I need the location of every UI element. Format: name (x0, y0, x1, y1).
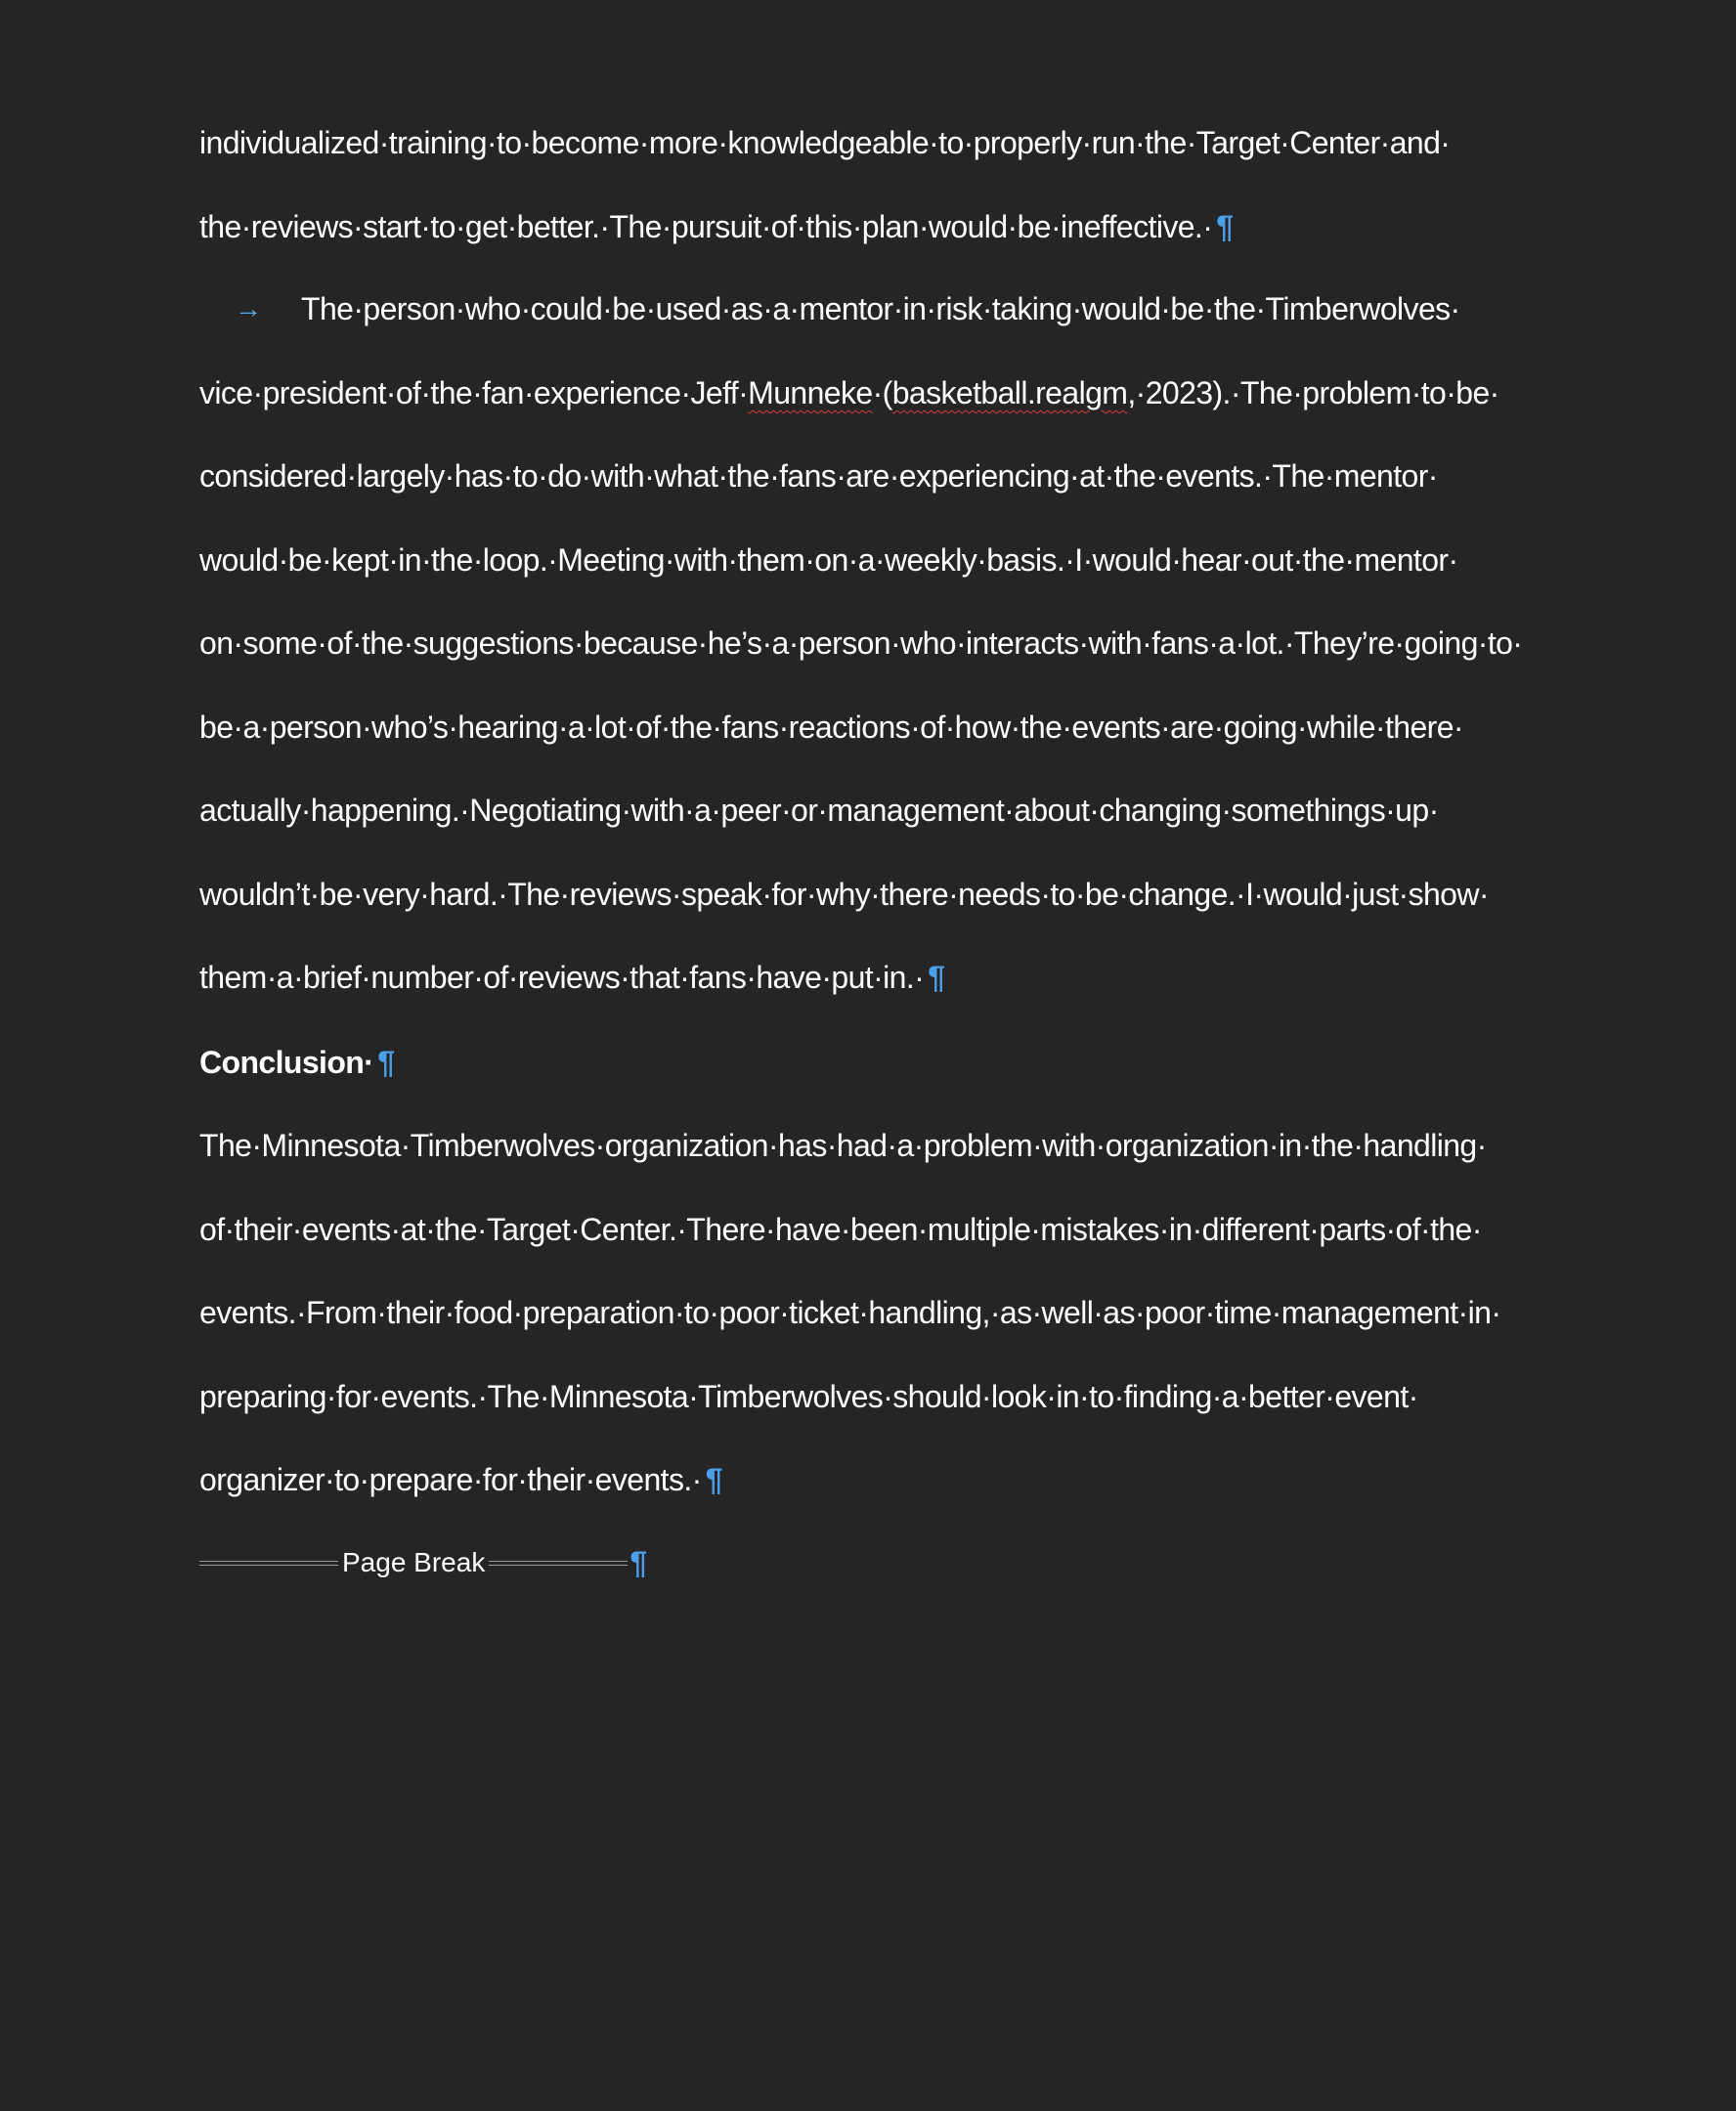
text-line[interactable] (199, 1450, 722, 1509)
text-run: ·( (872, 375, 892, 410)
pilcrow-mark: ¶ (629, 1544, 648, 1580)
text-line[interactable]: preparing·for·events.·The·Minnesota·Timberwolves·should·look·in·to·finding·a·better·event· (199, 1379, 1418, 1414)
pilcrow-mark: ¶ (1216, 209, 1234, 244)
text-line[interactable]: actually·happening.·Negotiating·with·a·peer·or·management·about·changing·somethings·up· (199, 793, 1439, 828)
pilcrow-mark: ¶ (705, 1462, 722, 1497)
text-run: ,·2023).·The·problem·to·be· (1127, 375, 1499, 410)
text-line[interactable]: considered·largely·has·to·do·with·what·the·fans·are·experiencing·at·the·events.·The·mentor· (199, 458, 1438, 494)
pilcrow-mark: ¶ (928, 960, 945, 995)
misspelled-word[interactable]: basketball.realgm (891, 375, 1128, 410)
text-line[interactable]: of·their·events·at·the·Target·Center.·There·have·been·multiple·mistakes·in·different·parts·of·the· (199, 1212, 1482, 1247)
misspelled-word[interactable]: Munneke (748, 375, 873, 410)
tab-mark-icon: → (235, 293, 262, 323)
text-line[interactable]: would·be·kept·in·the·loop.·Meeting·with·them·on·a·weekly·basis.·I·would·hear·out·the·mentor· (199, 542, 1458, 578)
text-line[interactable]: The·Minnesota·Timberwolves·organization·has·had·a·problem·with·organization·in·the·handling· (199, 1128, 1487, 1163)
text-run: organizer·to·prepare·for·their·events.· (199, 1462, 702, 1497)
text-line[interactable]: on·some·of·the·suggestions·because·he’s·a·person·who·interacts·with·fans·a·lot.·They’re·going·to· (199, 625, 1523, 661)
section-heading[interactable] (199, 1033, 394, 1092)
text-line[interactable]: be·a·person·who’s·hearing·a·lot·of·the·fans·reactions·of·how·the·events·are·going·while·there· (199, 710, 1463, 745)
text-line[interactable]: individualized·training·to·become·more·knowledgeable·to·properly·run·the·Target·Center·and· (199, 125, 1451, 160)
heading-text: Conclusion· (199, 1045, 374, 1080)
text-run: them·a·brief·number·of·reviews·that·fans·have·put·in.· (199, 960, 925, 995)
text-line[interactable]: The·person·who·could·be·used·as·a·mentor·in·risk·taking·would·be·the·Timberwolves· (301, 291, 1460, 326)
text-line[interactable]: events.·From·their·food·preparation·to·poor·ticket·handling,·as·well·as·poor·time·management·in· (199, 1295, 1501, 1330)
text-line[interactable]: wouldn’t·be·very·hard.·The·reviews·speak·for·why·there·needs·to·be·change.·I·would·just·show· (199, 877, 1489, 912)
page-break-marker[interactable] (199, 1538, 647, 1587)
page-break-label: Page Break (342, 1547, 486, 1577)
text-run: vice·president·of·the·fan·experience·Jeff· (199, 375, 749, 410)
text-run: the·reviews·start·to·get·better.·The·pursuit·of·this·plan·would·be·ineffective.· (199, 209, 1213, 244)
page-break-rule (489, 1561, 628, 1566)
text-line[interactable] (199, 948, 944, 1007)
text-line[interactable] (199, 197, 1233, 256)
pilcrow-mark: ¶ (377, 1045, 395, 1080)
page-break-rule (199, 1561, 338, 1566)
text-line[interactable] (199, 364, 1499, 422)
